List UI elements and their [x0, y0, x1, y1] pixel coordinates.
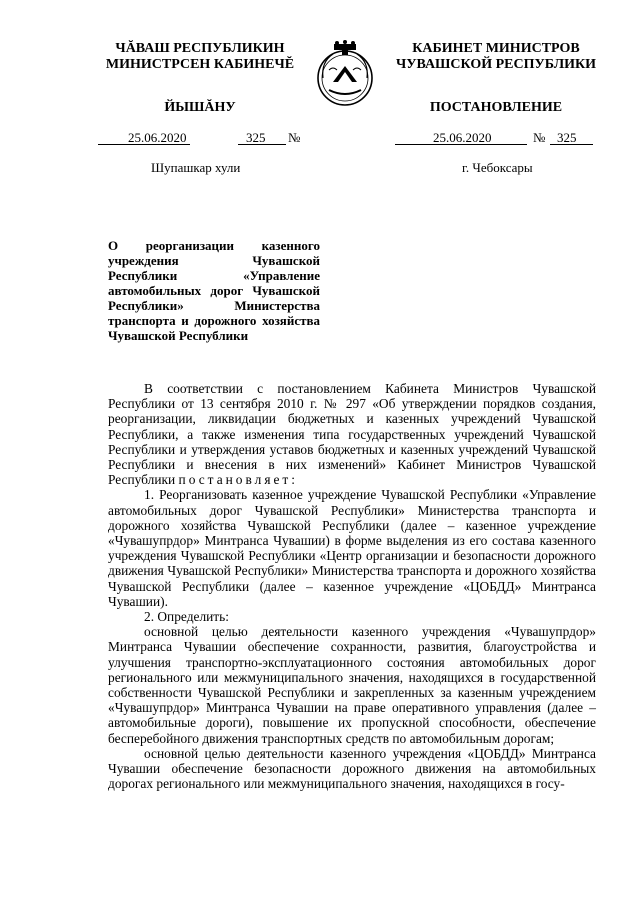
right-number-sign: № — [533, 130, 546, 145]
place-left: Шупашкар хули — [151, 160, 241, 175]
right-date: 25.06.2020 — [433, 130, 492, 145]
left-date: 25.06.2020 — [128, 130, 187, 145]
place-right: г. Чебоксары — [462, 160, 533, 175]
number-line-left — [98, 130, 313, 146]
header-right — [385, 41, 607, 73]
right-number: 325 — [557, 130, 577, 145]
header-right-line2: ЧУВАШСКОЙ РЕСПУБЛИКИ — [395, 57, 597, 72]
number-line-right — [395, 130, 610, 146]
document-title: О реорганизации казенного учреждения Чувашской Республики «Управление автомобильных дорог Чувашской Республики» Министерства транспорта и дорожного хозяйства Чувашской Республики — [108, 238, 320, 343]
body-paragraph-3: основной целью деятельности казенного учреждения «Чувашупрдор» Минтранса Чувашии обеспечение сохранности, развития, благоустройства и улучшения транспортно-эксплуатационного состояния автомобильных дорог регионального или межмуниципального значения, находящихся в государственной собственности Чувашской Республики и закрепленных за казенным учреждением «Чувашупрдор» Минтранса Чувашии на праве оперативного управления (далее – автомобильные дороги), повышение их пропускной способности, обеспечение бесперебойного движения транспортных средств по автомобильным дорогам; — [108, 624, 596, 746]
left-number-sign: № — [288, 130, 301, 145]
body-intro-text: В соответствии с постановлением Кабинета Министров Чувашской Республики от 13 сентября 2010 г. № 297 «Об утверждении порядков создания, реорганизации, ликвидации бюджетных и казенных учреждений Чувашской Республики, а также изменения типа государственных учреждений Чувашской Республики и утверждения уставов бюджетных и казенных учреждений Чувашской Республики и внесения в них изменений» Кабинет Министров Чувашской Республики — [108, 381, 596, 488]
header-left — [100, 41, 300, 73]
doctype-left: ЙЫШĂНУ — [164, 100, 236, 115]
body-intro — [108, 381, 596, 487]
header-right-line1: КАБИНЕТ МИНИСТРОВ — [412, 41, 580, 56]
header-left-line1: ЧĂВАШ РЕСПУБЛИКИН — [115, 41, 285, 56]
decree-word: постановляет: — [178, 472, 299, 488]
header-left-line2: МИНИСТРСЕН КАБИНЕЧĔ — [105, 57, 295, 72]
body-paragraph-1: 1. Реорганизовать казенное учреждение Чувашской Республики «Управление автомобильных дорог Чувашской Республики» Министерства транспорта и дорожного хозяйства Чувашской Республики (далее – казенное учреждение «Чувашупрдор» Минтранса Чувашии) в форме выделения из его состава казенного учреждения Чувашской Республики «Центр организации и безопасности дорожного движения Чувашской Республики» Министерства транспорта и дорожного хозяйства Чувашской Республики (далее – казенное учреждение «ЦОБДД» Минтранса Чувашии). — [108, 487, 596, 609]
doctype-right: ПОСТАНОВЛЕНИЕ — [429, 100, 563, 115]
left-number: 325 — [246, 130, 266, 145]
body-paragraph-2: 2. Определить: — [144, 609, 229, 625]
body-paragraph-4: основной целью деятельности казенного учреждения «ЦОБДД» Минтранса Чувашии обеспечение безопасности дорожного движения на автомобильных дорогах регионального или межмуниципального значения, находящихся в госу- — [108, 745, 596, 792]
document-body — [108, 381, 596, 791]
coat-of-arms-chuvashia-icon — [311, 40, 379, 108]
